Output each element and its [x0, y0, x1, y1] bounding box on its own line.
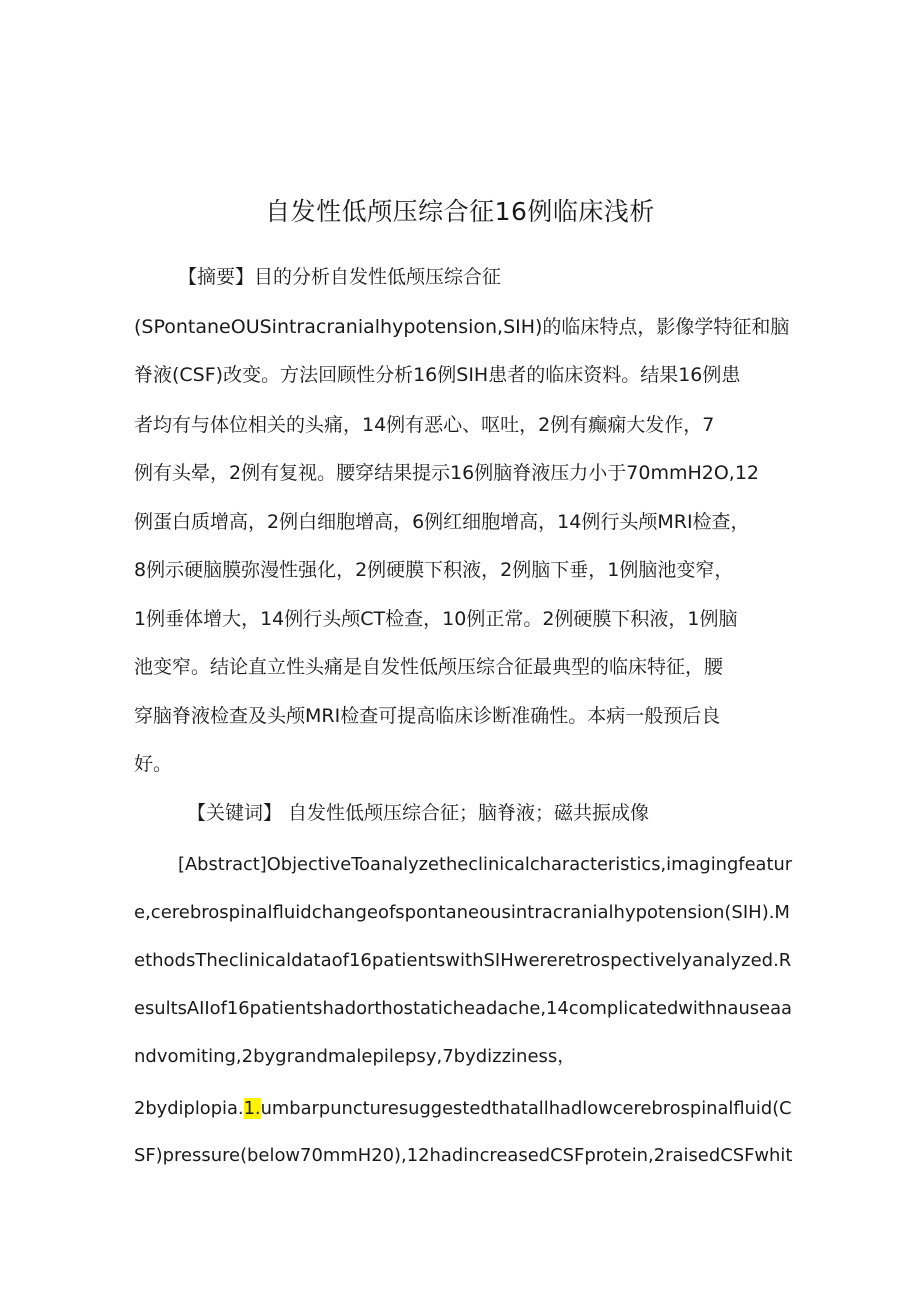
abstract-en-line-4: esultsAIIof16patientshadorthostaticheadache,14complicatedwithnauseaa — [134, 998, 792, 1019]
abstract-cn-line-1: 【摘要】目的分析自发性低颅压综合征 — [178, 266, 502, 288]
highlighted-text: 1. — [243, 1098, 261, 1119]
line6-text-after: umbarpuncturesuggestedthatallhadlowcerebrospinalfluid(C — [260, 1098, 792, 1119]
abstract-cn-line-5: 例有头晕，2例有复视。腰穿结果提示16例脑脊液压力小于70mmH2O,12 — [134, 462, 760, 484]
abstract-cn-line-10: 穿脑脊液检查及头颅MRI检查可提高临床诊断准确性。本病一般预后良 — [134, 705, 721, 727]
abstract-en-line-6 — [134, 1094, 792, 1126]
abstract-en-line-2: e,cerebrospinalfluidchangeofspontaneousintracranialhypotension(SIH).M — [134, 902, 790, 923]
line6-text-before: 2bydiplopia. — [134, 1098, 244, 1119]
abstract-cn-line-8: 1例垂体增大，14例行头颅CT检查，10例正常。2例硬膜下积液，1例脑 — [134, 608, 738, 630]
abstract-cn-line-7: 8例示硬脑膜弥漫性强化，2例硬膜下积液，2例脑下垂，1例脑池变窄， — [134, 559, 734, 581]
abstract-en-line-3: ethodsTheclinicaldataof16patientswithSIHwereretrospectivelyanalyzed.R — [134, 950, 792, 971]
abstract-cn-line-9: 池变窄。结论直立性头痛是自发性低颅压综合征最典型的临床特征，腰 — [134, 656, 724, 678]
abstract-cn-line-4: 者均有与体位相关的头痛，14例有恶心、呕吐，2例有癫痫大发作，7 — [134, 414, 715, 436]
keywords-line: 【关键词】 自发性低颅压综合征；脑脊液；磁共振成像 — [187, 802, 650, 824]
abstract-en-line-1: [Abstract]ObjectiveToanalyzetheclinicalcharacteristics,imagingfeatur — [178, 854, 793, 875]
abstract-cn-line-3: 脊液(CSF)改变。方法回顾性分析16例SIH患者的临床资料。结果16例患 — [134, 364, 741, 386]
abstract-en-line-5: ndvomiting,2bygrandmalepilepsy,7bydizziness， — [134, 1046, 576, 1067]
abstract-cn-line-2: (SPontaneOUSintracranialhypotension,SIH)的临床特点，影像学特征和脑 — [134, 316, 790, 338]
abstract-en-line-7: SF)pressure(below70mmH20),12hadincreasedCSFprotein,2raisedCSFwhit — [134, 1145, 793, 1166]
document-title: 自发性低颅压综合征16例临床浅析 — [265, 197, 655, 226]
abstract-cn-line-6: 例蛋白质增高，2例白细胞增高，6例红细胞增高，14例行头颅MRI检查， — [134, 511, 750, 533]
abstract-cn-line-11: 好。 — [134, 753, 173, 775]
